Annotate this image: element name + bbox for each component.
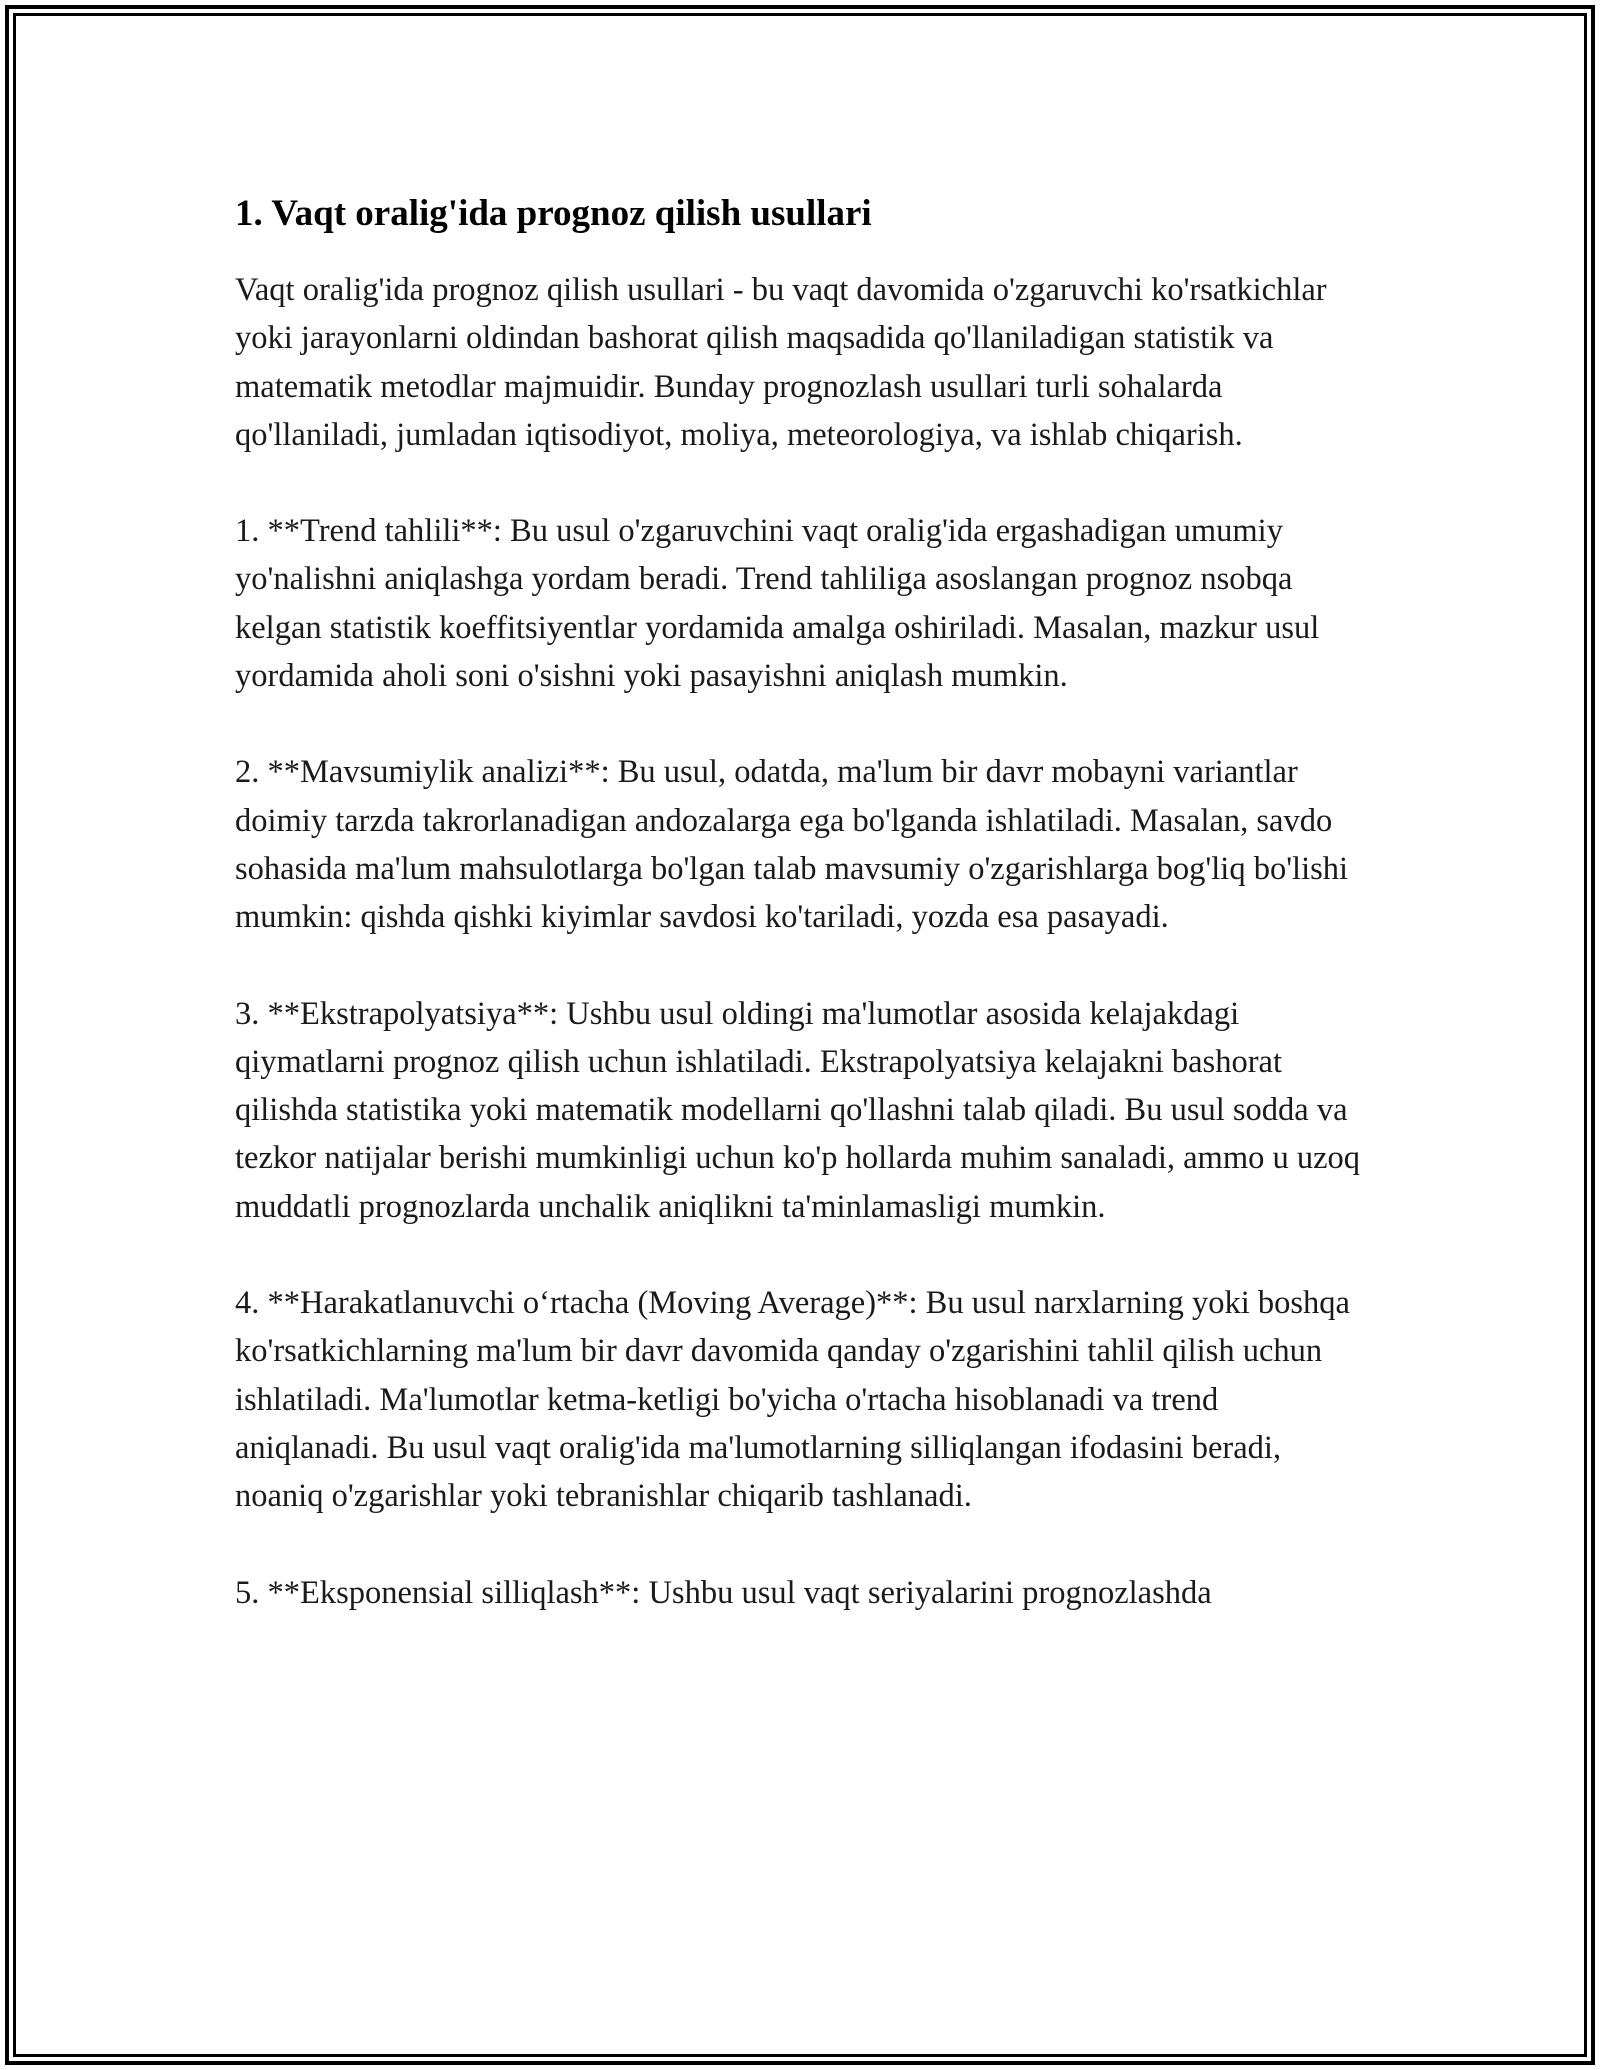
moving-average-paragraph: 4. **Harakatlanuvchi o‘rtacha (Moving Average)**: Bu usul narxlarning yoki boshqa ko'rsatkichlarning ma'lum bir davr davomida qanday o'zgarishini tahlil qilish uchun ishlatiladi. Ma'lumotlar ketma-ketligi bo'yicha o'rtacha hisoblanadi va trend aniqlanadi. Bu usul vaqt oralig'ida ma'lumotlarning silliqlangan ifodasini beradi, noaniq o'zgarishlar yoki tebranishlar chiqarib tashlanadi.	[235, 1285, 1350, 1515]
exponential-smoothing-paragraph: 5. **Eksponensial silliqlash**: Ushbu usul vaqt seriyalarini prognozlashda	[235, 1574, 1212, 1611]
seasonality-paragraph: 2. **Mavsumiylik analizi**: Bu usul, odatda, ma'lum bir davr mobayni variantlar doimiy tarzda takrorlanadigan andozalarga ega bo'lganda ishlatiladi. Masalan, savdo sohasida ma'lum mahsulotlarga bo'lgan talab mavsumiy o'zgarishlarga bog'liq bo'lishi mumkin: qishda qishki kiyimlar savdosi ko'tariladi, yozda esa pasayadi.	[235, 754, 1349, 936]
document-body	[235, 188, 1365, 1665]
trend-analysis-paragraph: 1. **Trend tahlili**: Bu usul o'zgaruvchini vaqt oralig'ida ergashadigan umumiy yo'nalishni aniqlashga yordam beradi. Trend tahliliga asoslangan prognoz nsobqa kelgan statistik koeffitsiyentlar yordamida amalga oshiriladi. Masalan, mazkur usul yordamida aholi soni o'sishni yoki pasayishni aniqlash mumkin.	[235, 513, 1320, 695]
extrapolation-paragraph: 3. **Ekstrapolyatsiya**: Ushbu usul oldingi ma'lumotlar asosida kelajakdagi qiymatlarni prognoz qilish uchun ishlatiladi. Ekstrapolyatsiya kelajakni bashorat qilishda statistika yoki matematik modellarni qo'llashni talab qiladi. Bu usul sodda va tezkor natijalar berishi mumkinligi uchun ko'p hollarda muhim sanaladi, ammo u uzoq muddatli prognozlarda unchalik aniqlikni ta'minlamasligi mumkin.	[235, 995, 1361, 1225]
document-title: 1. Vaqt oralig'ida prognoz qilish usullari	[235, 193, 872, 234]
intro-paragraph: Vaqt oralig'ida prognoz qilish usullari - bu vaqt davomida o'zgaruvchi ko'rsatkichlar yoki jarayonlarni oldindan bashorat qilish maqsadida qo'llaniladigan statistik va matematik metodlar majmuidir. Bunday prognozlash usullari turli sohalarda qo'llaniladi, jumladan iqtisodiyot, moliya, meteorologiya, va ishlab chiqarish.	[235, 272, 1327, 453]
